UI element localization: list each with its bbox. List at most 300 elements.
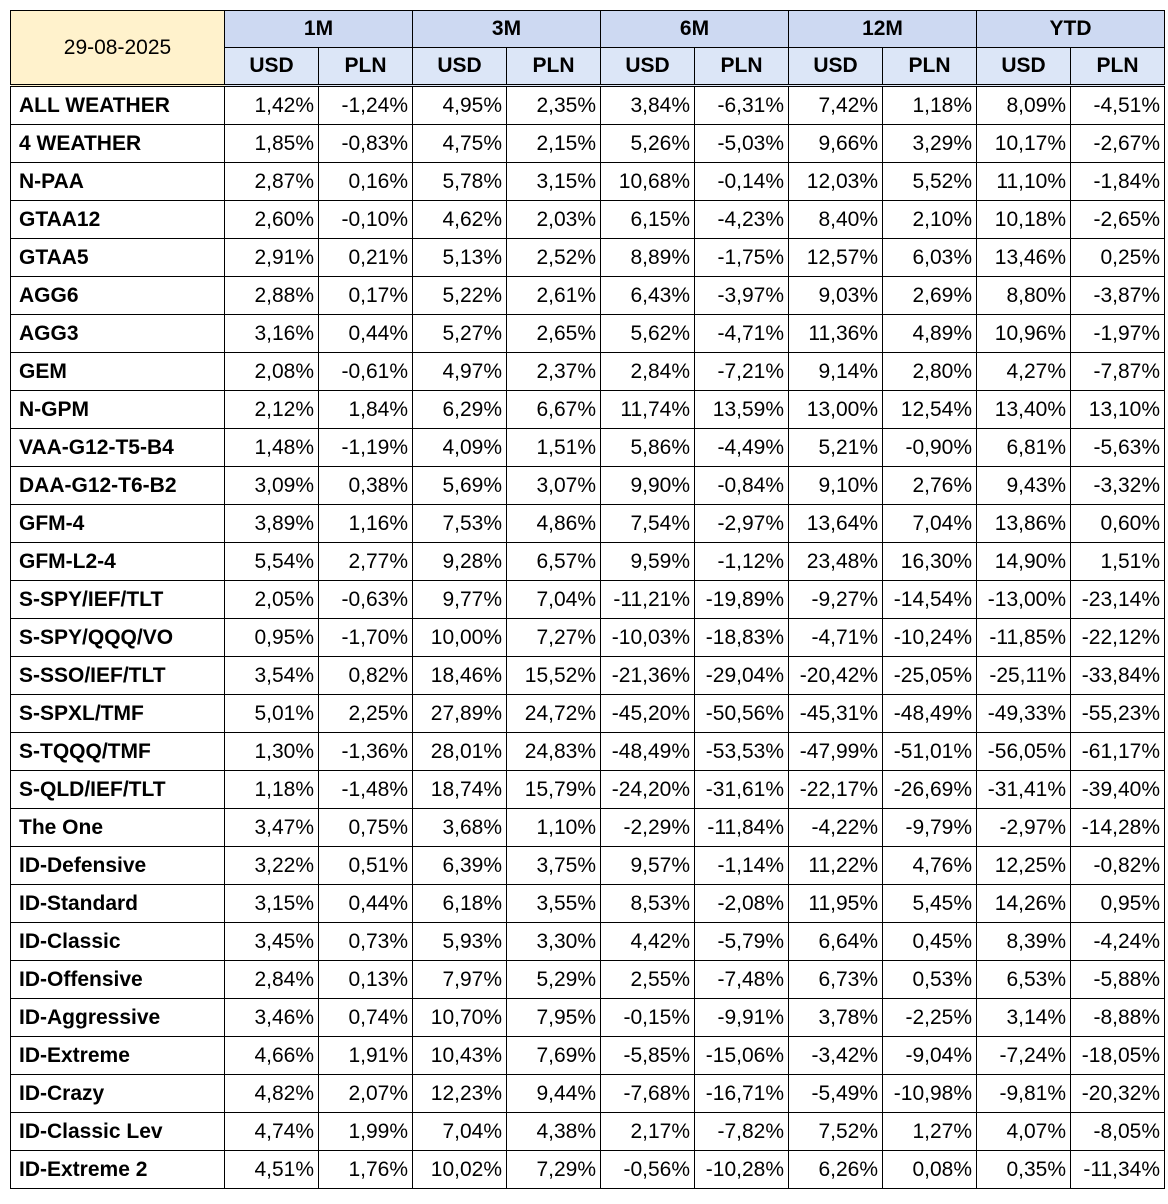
strategy-name: ID-Standard xyxy=(11,885,225,923)
return-cell: 2,25% xyxy=(319,695,413,733)
return-cell: -13,00% xyxy=(977,581,1071,619)
return-cell: 10,43% xyxy=(413,1037,507,1075)
return-cell: 6,26% xyxy=(789,1151,883,1189)
return-cell: -51,01% xyxy=(883,733,977,771)
return-cell: 4,62% xyxy=(413,201,507,239)
strategy-name: ALL WEATHER xyxy=(11,86,225,125)
return-cell: -3,97% xyxy=(695,277,789,315)
return-cell: 1,51% xyxy=(1071,543,1165,581)
return-cell: 2,17% xyxy=(601,1113,695,1151)
return-cell: 0,73% xyxy=(319,923,413,961)
return-cell: -5,49% xyxy=(789,1075,883,1113)
return-cell: 0,44% xyxy=(319,315,413,353)
return-cell: 12,25% xyxy=(977,847,1071,885)
return-cell: -11,21% xyxy=(601,581,695,619)
return-cell: -7,82% xyxy=(695,1113,789,1151)
return-cell: -4,49% xyxy=(695,429,789,467)
return-cell: 1,42% xyxy=(225,86,319,125)
return-cell: 2,84% xyxy=(225,961,319,999)
return-cell: 4,66% xyxy=(225,1037,319,1075)
return-cell: -26,69% xyxy=(883,771,977,809)
return-cell: -4,71% xyxy=(789,619,883,657)
return-cell: 12,54% xyxy=(883,391,977,429)
strategy-name: ID-Crazy xyxy=(11,1075,225,1113)
return-cell: 6,43% xyxy=(601,277,695,315)
return-cell: -33,84% xyxy=(1071,657,1165,695)
return-cell: 0,16% xyxy=(319,163,413,201)
return-cell: 6,67% xyxy=(507,391,601,429)
return-cell: 7,52% xyxy=(789,1113,883,1151)
strategy-name: S-SSO/IEF/TLT xyxy=(11,657,225,695)
return-cell: 7,97% xyxy=(413,961,507,999)
return-cell: 4,27% xyxy=(977,353,1071,391)
table-row xyxy=(11,961,1165,999)
table-row xyxy=(11,277,1165,315)
return-cell: 11,10% xyxy=(977,163,1071,201)
return-cell: 1,10% xyxy=(507,809,601,847)
return-cell: -0,15% xyxy=(601,999,695,1037)
return-cell: 0,13% xyxy=(319,961,413,999)
return-cell: 2,37% xyxy=(507,353,601,391)
return-cell: 5,26% xyxy=(601,125,695,163)
return-cell: 3,78% xyxy=(789,999,883,1037)
return-cell: -0,63% xyxy=(319,581,413,619)
return-cell: -31,61% xyxy=(695,771,789,809)
return-cell: 0,44% xyxy=(319,885,413,923)
return-cell: 9,43% xyxy=(977,467,1071,505)
table-row xyxy=(11,885,1165,923)
strategy-name: AGG3 xyxy=(11,315,225,353)
return-cell: 5,22% xyxy=(413,277,507,315)
table-row xyxy=(11,1151,1165,1189)
return-cell: 4,75% xyxy=(413,125,507,163)
return-cell: 5,69% xyxy=(413,467,507,505)
return-cell: 2,52% xyxy=(507,239,601,277)
return-cell: 10,70% xyxy=(413,999,507,1037)
return-cell: -29,04% xyxy=(695,657,789,695)
return-cell: -7,48% xyxy=(695,961,789,999)
strategy-name: DAA-G12-T6-B2 xyxy=(11,467,225,505)
return-cell: -4,24% xyxy=(1071,923,1165,961)
period-header-ytd: YTD xyxy=(977,11,1165,48)
return-cell: 11,95% xyxy=(789,885,883,923)
table-row xyxy=(11,125,1165,163)
return-cell: 0,35% xyxy=(977,1151,1071,1189)
return-cell: 8,09% xyxy=(977,86,1071,125)
return-cell: 7,54% xyxy=(601,505,695,543)
return-cell: 1,91% xyxy=(319,1037,413,1075)
return-cell: 1,18% xyxy=(883,86,977,125)
return-cell: 11,22% xyxy=(789,847,883,885)
return-cell: 3,55% xyxy=(507,885,601,923)
return-cell: 23,48% xyxy=(789,543,883,581)
return-cell: 5,13% xyxy=(413,239,507,277)
return-cell: 3,29% xyxy=(883,125,977,163)
return-cell: -8,88% xyxy=(1071,999,1165,1037)
return-cell: 3,15% xyxy=(225,885,319,923)
return-cell: -9,79% xyxy=(883,809,977,847)
return-cell: 4,89% xyxy=(883,315,977,353)
return-cell: 10,68% xyxy=(601,163,695,201)
strategy-name: N-GPM xyxy=(11,391,225,429)
return-cell: 0,75% xyxy=(319,809,413,847)
return-cell: -7,21% xyxy=(695,353,789,391)
return-cell: 6,81% xyxy=(977,429,1071,467)
return-cell: -9,04% xyxy=(883,1037,977,1075)
return-cell: 4,42% xyxy=(601,923,695,961)
return-cell: 2,12% xyxy=(225,391,319,429)
return-cell: -56,05% xyxy=(977,733,1071,771)
return-cell: 2,88% xyxy=(225,277,319,315)
return-cell: -20,32% xyxy=(1071,1075,1165,1113)
strategy-name: The One xyxy=(11,809,225,847)
strategy-name: ID-Classic Lev xyxy=(11,1113,225,1151)
return-cell: 3,84% xyxy=(601,86,695,125)
return-cell: -1,70% xyxy=(319,619,413,657)
return-cell: 13,64% xyxy=(789,505,883,543)
return-cell: -1,24% xyxy=(319,86,413,125)
return-cell: 6,73% xyxy=(789,961,883,999)
return-cell: 5,27% xyxy=(413,315,507,353)
period-header-3m: 3M xyxy=(413,11,601,48)
return-cell: 9,10% xyxy=(789,467,883,505)
return-cell: -55,23% xyxy=(1071,695,1165,733)
return-cell: 3,54% xyxy=(225,657,319,695)
strategy-name: ID-Offensive xyxy=(11,961,225,999)
return-cell: 2,69% xyxy=(883,277,977,315)
return-cell: 0,51% xyxy=(319,847,413,885)
return-cell: -3,42% xyxy=(789,1037,883,1075)
return-cell: -0,82% xyxy=(1071,847,1165,885)
return-cell: 13,59% xyxy=(695,391,789,429)
return-cell: 4,51% xyxy=(225,1151,319,1189)
return-cell: 11,74% xyxy=(601,391,695,429)
return-cell: 5,54% xyxy=(225,543,319,581)
return-cell: 8,53% xyxy=(601,885,695,923)
return-cell: 13,10% xyxy=(1071,391,1165,429)
return-cell: -14,28% xyxy=(1071,809,1165,847)
return-cell: -49,33% xyxy=(977,695,1071,733)
return-cell: 9,03% xyxy=(789,277,883,315)
currency-header-pln: PLN xyxy=(1071,48,1165,86)
return-cell: 6,57% xyxy=(507,543,601,581)
return-cell: 10,96% xyxy=(977,315,1071,353)
table-row xyxy=(11,733,1165,771)
return-cell: 7,04% xyxy=(507,581,601,619)
currency-header-usd: USD xyxy=(413,48,507,86)
return-cell: 0,08% xyxy=(883,1151,977,1189)
return-cell: -5,03% xyxy=(695,125,789,163)
return-cell: 4,82% xyxy=(225,1075,319,1113)
table-body xyxy=(11,86,1165,1189)
return-cell: 8,80% xyxy=(977,277,1071,315)
return-cell: -15,06% xyxy=(695,1037,789,1075)
return-cell: -11,84% xyxy=(695,809,789,847)
table-row xyxy=(11,201,1165,239)
return-cell: -48,49% xyxy=(601,733,695,771)
return-cell: 2,60% xyxy=(225,201,319,239)
return-cell: -0,84% xyxy=(695,467,789,505)
return-cell: 0,82% xyxy=(319,657,413,695)
return-cell: 10,02% xyxy=(413,1151,507,1189)
table-row xyxy=(11,239,1165,277)
currency-header-usd: USD xyxy=(225,48,319,86)
return-cell: -2,97% xyxy=(695,505,789,543)
strategy-name: 4 WEATHER xyxy=(11,125,225,163)
return-cell: -39,40% xyxy=(1071,771,1165,809)
return-cell: 2,35% xyxy=(507,86,601,125)
return-cell: 0,21% xyxy=(319,239,413,277)
return-cell: -5,79% xyxy=(695,923,789,961)
return-cell: -7,87% xyxy=(1071,353,1165,391)
return-cell: -1,48% xyxy=(319,771,413,809)
currency-header-usd: USD xyxy=(977,48,1071,86)
currency-header-usd: USD xyxy=(601,48,695,86)
table-row xyxy=(11,1113,1165,1151)
return-cell: 2,10% xyxy=(883,201,977,239)
return-cell: 1,76% xyxy=(319,1151,413,1189)
return-cell: -47,99% xyxy=(789,733,883,771)
return-cell: -1,97% xyxy=(1071,315,1165,353)
return-cell: 3,46% xyxy=(225,999,319,1037)
table-row xyxy=(11,429,1165,467)
return-cell: 5,86% xyxy=(601,429,695,467)
return-cell: 10,00% xyxy=(413,619,507,657)
strategy-name: VAA-G12-T5-B4 xyxy=(11,429,225,467)
return-cell: -0,61% xyxy=(319,353,413,391)
return-cell: -11,85% xyxy=(977,619,1071,657)
return-cell: 15,79% xyxy=(507,771,601,809)
table-row xyxy=(11,467,1165,505)
return-cell: 6,64% xyxy=(789,923,883,961)
return-cell: 0,17% xyxy=(319,277,413,315)
return-cell: 5,52% xyxy=(883,163,977,201)
table-row xyxy=(11,315,1165,353)
table-row xyxy=(11,657,1165,695)
return-cell: 4,86% xyxy=(507,505,601,543)
return-cell: -31,41% xyxy=(977,771,1071,809)
return-cell: -0,10% xyxy=(319,201,413,239)
return-cell: 2,91% xyxy=(225,239,319,277)
strategy-name: ID-Defensive xyxy=(11,847,225,885)
return-cell: 13,86% xyxy=(977,505,1071,543)
return-cell: 18,46% xyxy=(413,657,507,695)
return-cell: -23,14% xyxy=(1071,581,1165,619)
return-cell: -0,56% xyxy=(601,1151,695,1189)
return-cell: 1,84% xyxy=(319,391,413,429)
return-cell: 5,62% xyxy=(601,315,695,353)
return-cell: -9,27% xyxy=(789,581,883,619)
returns-table xyxy=(10,10,1165,1189)
return-cell: 0,45% xyxy=(883,923,977,961)
return-cell: 5,45% xyxy=(883,885,977,923)
return-cell: -10,98% xyxy=(883,1075,977,1113)
return-cell: 18,74% xyxy=(413,771,507,809)
table-row xyxy=(11,999,1165,1037)
return-cell: 6,18% xyxy=(413,885,507,923)
return-cell: -1,75% xyxy=(695,239,789,277)
return-cell: 1,18% xyxy=(225,771,319,809)
table-row xyxy=(11,86,1165,125)
return-cell: 5,29% xyxy=(507,961,601,999)
period-header-6m: 6M xyxy=(601,11,789,48)
return-cell: 8,39% xyxy=(977,923,1071,961)
return-cell: 10,18% xyxy=(977,201,1071,239)
return-cell: 2,61% xyxy=(507,277,601,315)
return-cell: -45,20% xyxy=(601,695,695,733)
return-cell: 3,16% xyxy=(225,315,319,353)
return-cell: 4,38% xyxy=(507,1113,601,1151)
return-cell: 7,27% xyxy=(507,619,601,657)
return-cell: -10,03% xyxy=(601,619,695,657)
strategy-name: S-SPY/QQQ/VO xyxy=(11,619,225,657)
table-row xyxy=(11,695,1165,733)
strategy-name: N-PAA xyxy=(11,163,225,201)
return-cell: 13,46% xyxy=(977,239,1071,277)
return-cell: -2,25% xyxy=(883,999,977,1037)
return-cell: -4,51% xyxy=(1071,86,1165,125)
return-cell: -1,84% xyxy=(1071,163,1165,201)
table-row xyxy=(11,923,1165,961)
return-cell: 2,65% xyxy=(507,315,601,353)
return-cell: -20,42% xyxy=(789,657,883,695)
return-cell: 2,84% xyxy=(601,353,695,391)
return-cell: 9,59% xyxy=(601,543,695,581)
return-cell: -61,17% xyxy=(1071,733,1165,771)
return-cell: -25,11% xyxy=(977,657,1071,695)
table-row xyxy=(11,847,1165,885)
return-cell: 2,80% xyxy=(883,353,977,391)
strategy-name: ID-Extreme 2 xyxy=(11,1151,225,1189)
return-cell: -3,87% xyxy=(1071,277,1165,315)
strategy-name: ID-Classic xyxy=(11,923,225,961)
table-row xyxy=(11,809,1165,847)
return-cell: 14,90% xyxy=(977,543,1071,581)
return-cell: 9,77% xyxy=(413,581,507,619)
return-cell: 2,77% xyxy=(319,543,413,581)
return-cell: 2,15% xyxy=(507,125,601,163)
return-cell: -5,88% xyxy=(1071,961,1165,999)
table-row xyxy=(11,353,1165,391)
strategy-name: ID-Aggressive xyxy=(11,999,225,1037)
return-cell: -9,91% xyxy=(695,999,789,1037)
return-cell: -1,14% xyxy=(695,847,789,885)
return-cell: 24,72% xyxy=(507,695,601,733)
return-cell: -50,56% xyxy=(695,695,789,733)
return-cell: -4,71% xyxy=(695,315,789,353)
return-cell: -24,20% xyxy=(601,771,695,809)
return-cell: 1,16% xyxy=(319,505,413,543)
return-cell: -4,23% xyxy=(695,201,789,239)
return-cell: 28,01% xyxy=(413,733,507,771)
return-cell: -10,24% xyxy=(883,619,977,657)
return-cell: 1,99% xyxy=(319,1113,413,1151)
strategy-name: GTAA12 xyxy=(11,201,225,239)
return-cell: 4,76% xyxy=(883,847,977,885)
return-cell: 5,21% xyxy=(789,429,883,467)
return-cell: 10,17% xyxy=(977,125,1071,163)
return-cell: -1,36% xyxy=(319,733,413,771)
return-cell: 2,08% xyxy=(225,353,319,391)
return-cell: 2,03% xyxy=(507,201,601,239)
return-cell: -18,83% xyxy=(695,619,789,657)
return-cell: 1,51% xyxy=(507,429,601,467)
return-cell: -53,53% xyxy=(695,733,789,771)
return-cell: -4,22% xyxy=(789,809,883,847)
return-cell: -2,67% xyxy=(1071,125,1165,163)
strategy-name: GFM-L2-4 xyxy=(11,543,225,581)
return-cell: -16,71% xyxy=(695,1075,789,1113)
strategy-name: GEM xyxy=(11,353,225,391)
currency-header-pln: PLN xyxy=(883,48,977,86)
period-header-1m: 1M xyxy=(225,11,413,48)
strategy-name: ID-Extreme xyxy=(11,1037,225,1075)
return-cell: 3,22% xyxy=(225,847,319,885)
return-cell: 2,05% xyxy=(225,581,319,619)
return-cell: 8,40% xyxy=(789,201,883,239)
return-cell: -21,36% xyxy=(601,657,695,695)
return-cell: 2,55% xyxy=(601,961,695,999)
return-cell: 1,85% xyxy=(225,125,319,163)
return-cell: 2,07% xyxy=(319,1075,413,1113)
return-cell: 16,30% xyxy=(883,543,977,581)
table-row xyxy=(11,391,1165,429)
return-cell: 5,01% xyxy=(225,695,319,733)
currency-header-usd: USD xyxy=(789,48,883,86)
return-cell: 5,93% xyxy=(413,923,507,961)
strategy-name: S-SPY/IEF/TLT xyxy=(11,581,225,619)
strategy-name: S-SPXL/TMF xyxy=(11,695,225,733)
return-cell: -2,97% xyxy=(977,809,1071,847)
return-cell: 3,45% xyxy=(225,923,319,961)
return-cell: 7,29% xyxy=(507,1151,601,1189)
currency-header-pln: PLN xyxy=(695,48,789,86)
return-cell: 0,53% xyxy=(883,961,977,999)
table-row xyxy=(11,771,1165,809)
return-cell: 7,69% xyxy=(507,1037,601,1075)
return-cell: 7,04% xyxy=(413,1113,507,1151)
strategy-name: AGG6 xyxy=(11,277,225,315)
return-cell: -18,05% xyxy=(1071,1037,1165,1075)
return-cell: 12,57% xyxy=(789,239,883,277)
table-row xyxy=(11,1075,1165,1113)
return-cell: -11,34% xyxy=(1071,1151,1165,1189)
return-cell: 12,03% xyxy=(789,163,883,201)
return-cell: 2,76% xyxy=(883,467,977,505)
table-row xyxy=(11,1037,1165,1075)
return-cell: 27,89% xyxy=(413,695,507,733)
return-cell: 13,40% xyxy=(977,391,1071,429)
table-row xyxy=(11,163,1165,201)
return-cell: -8,05% xyxy=(1071,1113,1165,1151)
return-cell: 9,57% xyxy=(601,847,695,885)
return-cell: -0,90% xyxy=(883,429,977,467)
return-cell: 7,53% xyxy=(413,505,507,543)
return-cell: 9,28% xyxy=(413,543,507,581)
return-cell: -48,49% xyxy=(883,695,977,733)
strategy-name: S-TQQQ/TMF xyxy=(11,733,225,771)
return-cell: -25,05% xyxy=(883,657,977,695)
return-cell: 6,03% xyxy=(883,239,977,277)
return-cell: 5,78% xyxy=(413,163,507,201)
strategy-name: GTAA5 xyxy=(11,239,225,277)
return-cell: 1,48% xyxy=(225,429,319,467)
table-row xyxy=(11,543,1165,581)
table-row xyxy=(11,619,1165,657)
return-cell: 0,95% xyxy=(1071,885,1165,923)
return-cell: -0,83% xyxy=(319,125,413,163)
return-cell: -2,65% xyxy=(1071,201,1165,239)
